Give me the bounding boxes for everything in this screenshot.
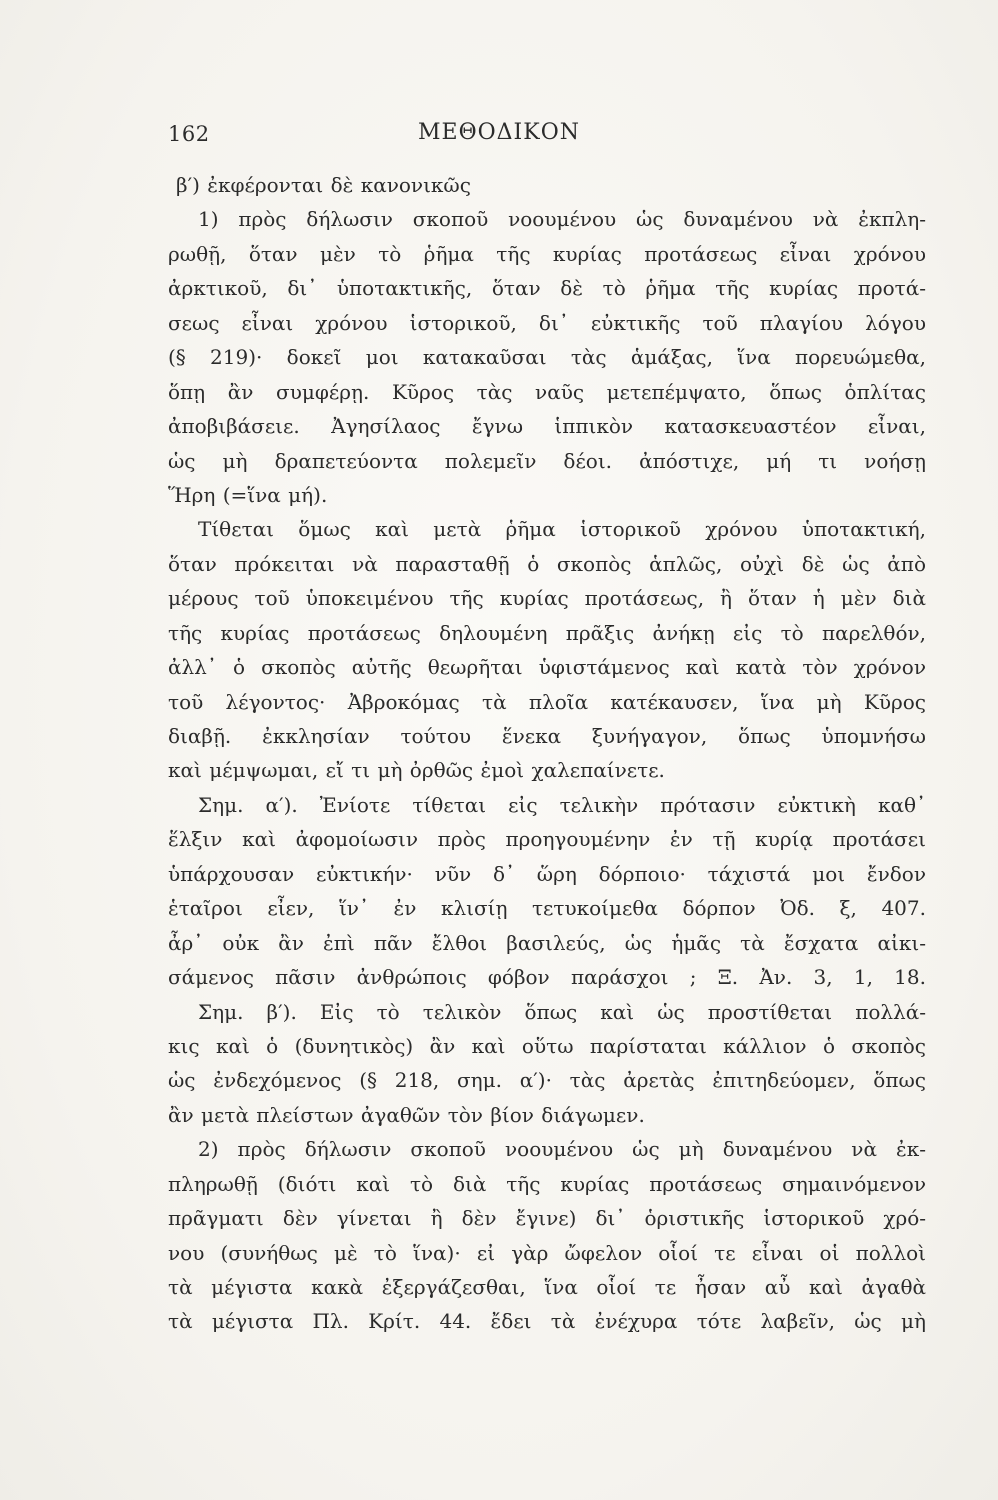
- text-line: 1) πρὸς δήλωσιν σκοποῦ νοουμένου ὡς δυναμένου νὰ ἐκπλη-: [198, 207, 926, 232]
- text-line: τὰ μέγιστα κακὰ ἐξεργάζεσθαι, ἵνα οἷοί τε ἦσαν αὖ καὶ ἀγαθὰ: [168, 1275, 926, 1299]
- text-line: ὅπῃ ἂν συμφέρῃ. Κῦρος τὰς ναῦς μετεπέμψατο, ὅπως ὁπλίτας: [168, 379, 926, 404]
- text-line: πληρωθῇ (διότι καὶ τὸ διὰ τῆς κυρίας προτάσεως σημαινόμενον: [168, 1171, 926, 1196]
- text-line: ρωθῇ, ὅταν μὲν τὸ ῥῆμα τῆς κυρίας προτάσεως εἶναι χρόνου: [168, 241, 926, 266]
- text-line: τοῦ λέγοντος· Ἀβροκόμας τὰ πλοῖα κατέκαυσεν, ἵνα μὴ Κῦρος: [168, 689, 926, 714]
- text-line: διαβῇ. ἐκκλησίαν τούτου ἕνεκα ξυνήγαγον, ὅπως ὑπομνήσω: [168, 724, 926, 748]
- page-number: 162: [168, 122, 210, 146]
- running-title: ΜΕΘΟΔΙΚΟΝ: [418, 120, 580, 145]
- text-line: τῆς κυρίας προτάσεως δηλουμένη πρᾶξις ἀνήκῃ εἰς τὸ παρελθόν,: [168, 620, 926, 645]
- text-line: ἀποβιβάσειε. Ἀγησίλαος ἔγνω ἱππικὸν κατασκευαστέον εἶναι,: [168, 414, 926, 439]
- text-line: Ἥρη (=ἵνα μή).: [168, 482, 328, 507]
- text-line: ἂν μετὰ πλείστων ἀγαθῶν τὸν βίον διάγωμεν.: [168, 1102, 645, 1127]
- text-line: 2) πρὸς δήλωσιν σκοποῦ νοουμένου ὡς μὴ δυναμένου νὰ ἐκ-: [198, 1137, 926, 1162]
- text-line: ἑταῖροι εἶεν, ἵν᾽ ἐν κλισίῃ τετυκοίμεθα δόρπον Ὀδ. ξ, 407.: [168, 896, 926, 921]
- text-line: τὰ μέγιστα Πλ. Κρίτ. 44. ἔδει τὰ ἐνέχυρα τότε λαβεῖν, ὡς μὴ: [168, 1309, 926, 1334]
- text-line: ὡς ἐνδεχόμενος (§ 218, σημ. α′)· τὰς ἀρετὰς ἐπιτηδεύομεν, ὅπως: [168, 1068, 926, 1093]
- text-line: σεως εἶναι χρόνου ἱστορικοῦ, δι᾽ εὐκτικῆς τοῦ πλαγίου λόγου: [168, 310, 926, 335]
- text-line: Τίθεται ὅμως καὶ μετὰ ῥῆμα ἱστορικοῦ χρόνου ὑποτακτική,: [198, 517, 926, 542]
- text-line: ὡς μὴ δραπετεύοντα πολεμεῖν δέοι. ἀπόστιχε, μή τι νοήσῃ: [168, 448, 926, 473]
- text-line: κις καὶ ὁ (δυνητικὸς) ἂν καὶ οὕτω παρίσταται κάλλιον ὁ σκοπὸς: [168, 1033, 926, 1058]
- text-line: ἕλξιν καὶ ἀφομοίωσιν πρὸς προηγουμένην ἐν τῇ κυρίᾳ προτάσει: [168, 827, 926, 852]
- text-line: (§ 219)· δοκεῖ μοι κατακαῦσαι τὰς ἁμάξας, ἵνα πορευώμεθα,: [168, 345, 926, 370]
- text-line: σάμενος πᾶσιν ἀνθρώποις φόβον παράσχοι ; Ξ. Ἀν. 3, 1, 18.: [168, 965, 926, 990]
- text-line: Σημ. α′). Ἐνίοτε τίθεται εἰς τελικὴν πρότασιν εὐκτικὴ καθ᾽: [198, 792, 926, 817]
- text-line: ὑπάρχουσαν εὐκτικήν· νῦν δ᾽ ὥρη δόρποιο· τάχιστά μοι ἔνδον: [168, 861, 926, 886]
- body-text: [168, 168, 926, 1339]
- text-line: Σημ. β′). Εἰς τὸ τελικὸν ὅπως καὶ ὡς προστίθεται πολλά-: [198, 999, 926, 1024]
- text-line: νου (συνήθως μὲ τὸ ἵνα)· εἰ γὰρ ὤφελον οἷοί τε εἶναι οἱ πολλοὶ: [168, 1240, 926, 1265]
- text-line: β′) ἐκφέρονται δὲ κανονικῶς: [176, 173, 471, 197]
- text-line: μέρους τοῦ ὑποκειμένου τῆς κυρίας προτάσεως, ἢ ὅταν ἡ μὲν διὰ: [168, 586, 926, 611]
- text-line: καὶ μέμψωμαι, εἴ τι μὴ ὀρθῶς ἐμοὶ χαλεπαίνετε.: [168, 758, 665, 783]
- text-line: ἀλλ᾽ ὁ σκοπὸς αὐτῆς θεωρῆται ὑφιστάμενος καὶ κατὰ τὸν χρόνον: [168, 655, 926, 680]
- text-line: πρᾶγματι δὲν γίνεται ἢ δὲν ἔγινε) δι᾽ ὁριστικῆς ἱστορικοῦ χρό-: [168, 1206, 926, 1231]
- text-line: ἀρκτικοῦ, δι᾽ ὑποτακτικῆς, ὅταν δὲ τὸ ῥῆμα τῆς κυρίας προτά-: [168, 276, 926, 301]
- text-line: ὅταν πρόκειται νὰ παρασταθῇ ὁ σκοπὸς ἁπλῶς, οὐχὶ δὲ ὡς ἀπὸ: [168, 551, 926, 576]
- text-line: ἆρ᾽ οὐκ ἂν ἐπὶ πᾶν ἔλθοι βασιλεύς, ὡς ἡμᾶς τὰ ἔσχατα αἰκι-: [168, 930, 926, 955]
